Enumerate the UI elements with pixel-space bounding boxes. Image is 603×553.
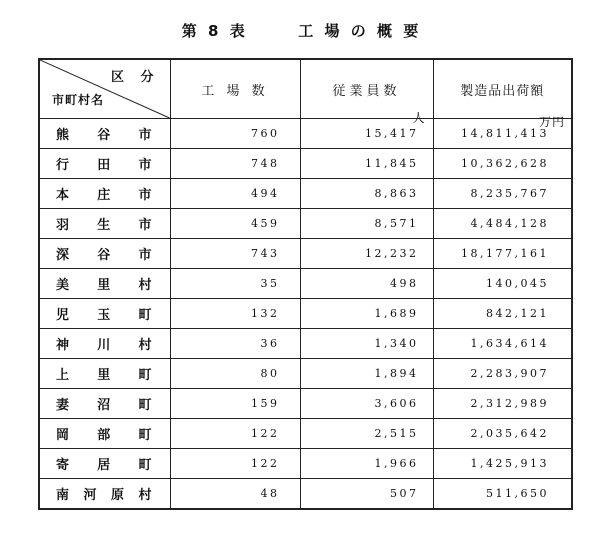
municipality-name-cell	[39, 479, 170, 509]
municipality-name-char: 行	[56, 158, 70, 173]
municipality-name-char: 部	[97, 428, 111, 443]
table-row	[39, 299, 572, 329]
column-header-factories: 工 場 数	[170, 59, 300, 119]
municipality-name-char: 沼	[97, 398, 111, 413]
factories-cell: 122	[170, 449, 300, 479]
municipality-name-char: 市	[138, 158, 152, 173]
factories-cell: 35	[170, 269, 300, 299]
factories-cell: 494	[170, 179, 300, 209]
municipality-name-char: 村	[138, 487, 152, 503]
municipality-name-char: 田	[97, 158, 111, 173]
municipality-name-char: 町	[138, 428, 152, 443]
table-row	[39, 449, 572, 479]
shipments-cell: 511,650	[433, 479, 572, 509]
employees-cell: 15,417	[300, 119, 433, 149]
municipality-name-char: 市	[138, 248, 152, 263]
factories-cell: 760	[170, 119, 300, 149]
municipality-name-cell	[39, 299, 170, 329]
table-row	[39, 269, 572, 299]
municipality-name-char: 村	[138, 338, 152, 353]
employees-cell: 3,606	[300, 389, 433, 419]
municipality-name-char: 児	[56, 308, 70, 323]
factories-cell: 80	[170, 359, 300, 389]
factories-cell: 122	[170, 419, 300, 449]
title-char: の	[350, 22, 369, 40]
title-char: 8	[208, 22, 222, 40]
municipality-name-char: 町	[138, 458, 152, 473]
column-header-employees	[300, 59, 433, 125]
municipality-name-char: 里	[97, 278, 111, 293]
table-row	[39, 239, 572, 269]
municipality-name-char: 南	[56, 487, 70, 503]
municipality-name-char: 原	[110, 487, 124, 503]
title-char: 要	[403, 22, 422, 40]
municipality-name-char: 岡	[56, 428, 70, 443]
table-row	[39, 119, 572, 149]
municipality-name-char: 町	[138, 398, 152, 413]
municipality-name-char: 羽	[56, 218, 70, 233]
table-row	[39, 479, 572, 509]
table-title	[0, 20, 603, 41]
municipality-name-char: 谷	[97, 128, 111, 143]
municipality-name-char: 熊	[56, 128, 70, 143]
column-header-employees-label: 従業員数	[332, 83, 401, 99]
municipality-name-char: 市	[138, 188, 152, 203]
municipality-name-char: 神	[56, 338, 70, 353]
table-row	[39, 209, 572, 239]
unit-label-shipments: 万円	[538, 115, 565, 129]
municipality-name-char: 市	[138, 218, 152, 233]
employees-cell: 8,863	[300, 179, 433, 209]
municipality-name-cell	[39, 269, 170, 299]
municipality-name-char: 市	[138, 128, 152, 143]
factory-overview-table	[38, 58, 573, 510]
employees-cell: 1,689	[300, 299, 433, 329]
employees-cell: 11,845	[300, 149, 433, 179]
employees-cell: 2,515	[300, 419, 433, 449]
title-char: 工	[298, 22, 317, 40]
municipality-name-char: 寄	[56, 458, 70, 473]
municipality-name-char: 美	[56, 278, 70, 293]
shipments-cell: 4,484,128	[433, 209, 572, 239]
municipality-name-char: 深	[56, 248, 70, 263]
municipality-name-cell	[39, 119, 170, 149]
shipments-cell: 1,634,614	[433, 329, 572, 359]
municipality-name-char: 町	[138, 308, 152, 323]
table-row	[39, 389, 572, 419]
factories-cell: 132	[170, 299, 300, 329]
shipments-cell: 14,811,413	[433, 119, 572, 149]
employees-cell: 1,894	[300, 359, 433, 389]
employees-cell: 1,966	[300, 449, 433, 479]
municipality-name-cell	[39, 149, 170, 179]
shipments-cell: 1,425,913	[433, 449, 572, 479]
title-char: 場	[324, 22, 343, 40]
employees-cell: 507	[300, 479, 433, 509]
municipality-name-cell	[39, 419, 170, 449]
municipality-name-cell	[39, 449, 170, 479]
municipality-name-char: 川	[97, 338, 111, 353]
factories-cell: 743	[170, 239, 300, 269]
municipality-name-cell	[39, 239, 170, 269]
corner-top-label: 区 分	[110, 70, 160, 85]
title-char: 第	[181, 22, 200, 40]
municipality-name-cell	[39, 329, 170, 359]
municipality-name-cell	[39, 389, 170, 419]
factories-cell: 36	[170, 329, 300, 359]
municipality-name-char: 庄	[97, 188, 111, 203]
shipments-cell: 842,121	[433, 299, 572, 329]
municipality-name-char: 町	[138, 368, 152, 383]
municipality-name-char: 里	[97, 368, 111, 383]
municipality-name-char: 上	[56, 368, 70, 383]
table-row	[39, 359, 572, 389]
shipments-cell: 2,035,642	[433, 419, 572, 449]
employees-cell: 12,232	[300, 239, 433, 269]
municipality-name-char: 河	[83, 487, 97, 503]
table-row	[39, 179, 572, 209]
shipments-cell: 18,177,161	[433, 239, 572, 269]
table-row	[39, 149, 572, 179]
municipality-name-cell	[39, 179, 170, 209]
municipality-name-char: 谷	[97, 248, 111, 263]
municipality-name-char: 村	[138, 278, 152, 293]
table-row	[39, 419, 572, 449]
shipments-cell: 2,312,989	[433, 389, 572, 419]
table-row	[39, 329, 572, 359]
municipality-name-char: 本	[56, 188, 70, 203]
employees-cell: 8,571	[300, 209, 433, 239]
employees-cell: 498	[300, 269, 433, 299]
municipality-name-cell	[39, 209, 170, 239]
municipality-name-cell	[39, 359, 170, 389]
title-char: 表	[229, 22, 248, 40]
factories-cell: 48	[170, 479, 300, 509]
corner-bottom-label: 市町村名	[52, 93, 105, 107]
factories-cell: 159	[170, 389, 300, 419]
shipments-cell: 2,283,907	[433, 359, 572, 389]
shipments-cell: 10,362,628	[433, 149, 572, 179]
municipality-name-char: 生	[97, 218, 111, 233]
municipality-name-char: 妻	[56, 398, 70, 413]
unit-label-employees: 人	[412, 111, 429, 125]
municipality-name-char: 玉	[97, 308, 111, 323]
column-header-shipments-label: 製造品出荷額	[460, 83, 545, 99]
title-char: 概	[376, 22, 395, 40]
corner-header-cell	[39, 59, 170, 119]
column-header-shipments	[433, 59, 572, 129]
factories-cell: 748	[170, 149, 300, 179]
municipality-name-char: 居	[97, 458, 111, 473]
shipments-cell: 8,235,767	[433, 179, 572, 209]
factories-cell: 459	[170, 209, 300, 239]
header-row	[39, 59, 572, 119]
employees-cell: 1,340	[300, 329, 433, 359]
shipments-cell: 140,045	[433, 269, 572, 299]
